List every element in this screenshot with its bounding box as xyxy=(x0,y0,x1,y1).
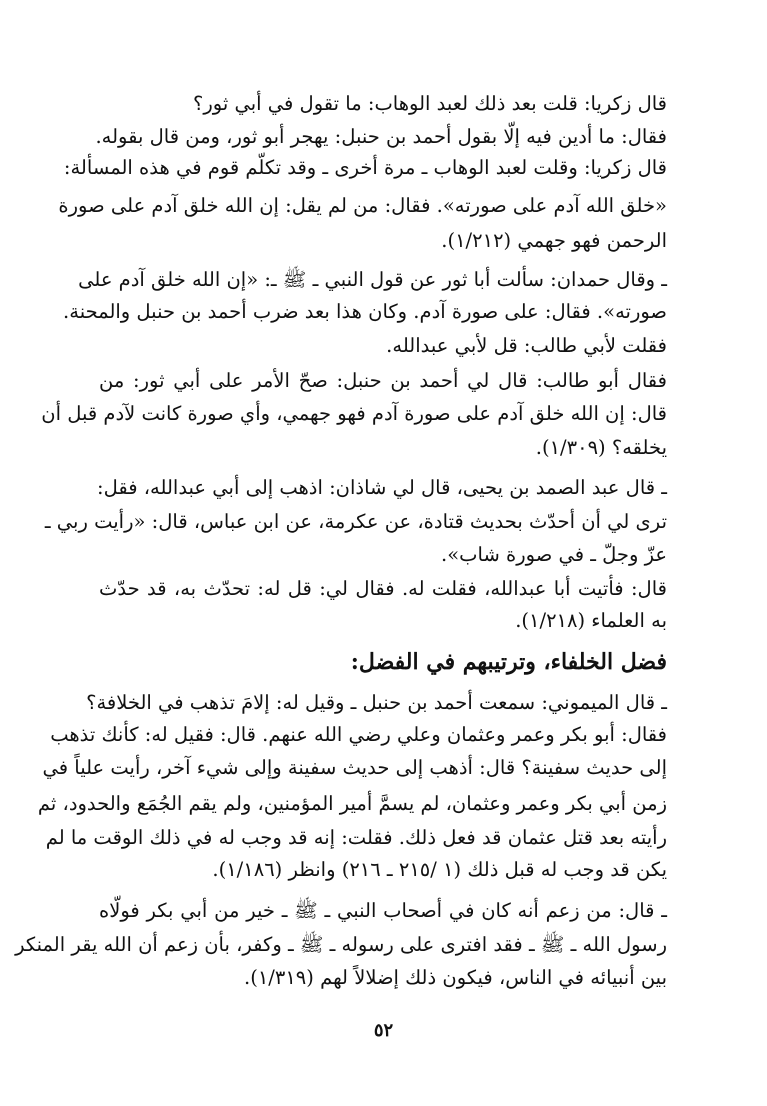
text-line: يكن قد وجب له قبل ذلك (١ /٢١٥ ـ ٢١٦) وانظر (١/١٨٦). xyxy=(212,858,667,881)
text-line: فقال: أبو بكر وعمر وعثمان وعلي رضي الله عنهم. قال: فقيل له: كأنك تذهب xyxy=(50,723,667,746)
page-number: ٥٢ xyxy=(373,1020,394,1041)
text-line: فقال أبو طالب: قال لي أحمد بن حنبل: صحّ الأمر على أبي ثور: من xyxy=(99,369,667,392)
text-line: ـ قال: من زعم أنه كان في أصحاب النبي ـ ﷺ ـ خير من أبي بكر فولّاه xyxy=(99,899,667,922)
text-line: ـ قال عبد الصمد بن يحيى، قال لي شاذان: اذهب إلى أبي عبدالله، فقل: xyxy=(97,476,667,499)
text-line: قال زكريا: قلت بعد ذلك لعبد الوهاب: ما تقول في أبي ثور؟ xyxy=(193,92,667,115)
text-line: به العلماء (١/٢١٨). xyxy=(515,609,667,632)
text-line: صورته». فقال: على صورة آدم. وكان هذا بعد ضرب أحمد بن حنبل والمحنة. xyxy=(63,300,667,323)
text-line: ـ قال الميموني: سمعت أحمد بن حنبل ـ وقيل له: إلامَ تذهب في الخلافة؟ xyxy=(86,691,667,714)
text-line: رأيته بعد قتل عثمان قد فعل ذلك. فقلت: إنه قد وجب له في ذلك الوقت ما لم xyxy=(45,826,667,849)
text-line: «خلق الله آدم على صورته». فقال: من لم يقل: إن الله خلق آدم على صورة xyxy=(58,194,667,217)
text-line: الرحمن فهو جهمي (١/٢١٢). xyxy=(441,229,667,252)
section-heading: فضل الخلفاء، وترتيبهم في الفضل: xyxy=(350,649,667,675)
text-line: قال: فأتيت أبا عبدالله، فقلت له. فقال لي: قل له: تحدّث به، قد حدّث xyxy=(99,577,667,600)
text-line: إلى حديث سفينة؟ قال: أذهب إلى حديث سفينة وإلى شيء آخر، رأيت علياً في xyxy=(42,756,667,779)
text-line: قال زكريا: وقلت لعبد الوهاب ـ مرة أخرى ـ وقد تكلّم قوم في هذه المسألة: xyxy=(63,156,667,179)
text-line: قال: إن الله خلق آدم على صورة آدم فهو جهمي، وأي صورة كانت لآدم قبل أن xyxy=(41,402,667,425)
text-line: زمن أبي بكر وعمر وعثمان، لم يسمَّ أمير المؤمنين، ولم يقم الجُمَع والحدود، ثم xyxy=(37,792,667,815)
text-line: رسول الله ـ ﷺ ـ فقد افترى على رسوله ـ ﷺ ـ وكفر، بأن زعم أن الله يقر المنكر xyxy=(15,933,667,956)
text-line: ـ وقال حمدان: سألت أبا ثور عن قول النبي ـ ﷺ ـ: «إن الله خلق آدم على xyxy=(78,268,667,291)
text-line: بين أنبيائه في الناس، فيكون ذلك إضلالاً لهم (١/٣١٩). xyxy=(244,966,667,989)
text-line: فقال: ما أدين فيه إلّا بقول أحمد بن حنبل: يهجر أبو ثور، ومن قال بقوله. xyxy=(95,125,667,148)
text-line: فقلت لأبي طالب: قل لأبي عبدالله. xyxy=(386,334,667,357)
text-line: يخلقه؟ (١/٣٠٩). xyxy=(535,436,667,459)
text-line: عزّ وجلّ ـ في صورة شاب». xyxy=(441,543,667,566)
text-line: ترى لي أن أحدّث بحديث قتادة، عن عكرمة، عن ابن عباس، قال: «رأيت ربي ـ xyxy=(44,510,667,533)
